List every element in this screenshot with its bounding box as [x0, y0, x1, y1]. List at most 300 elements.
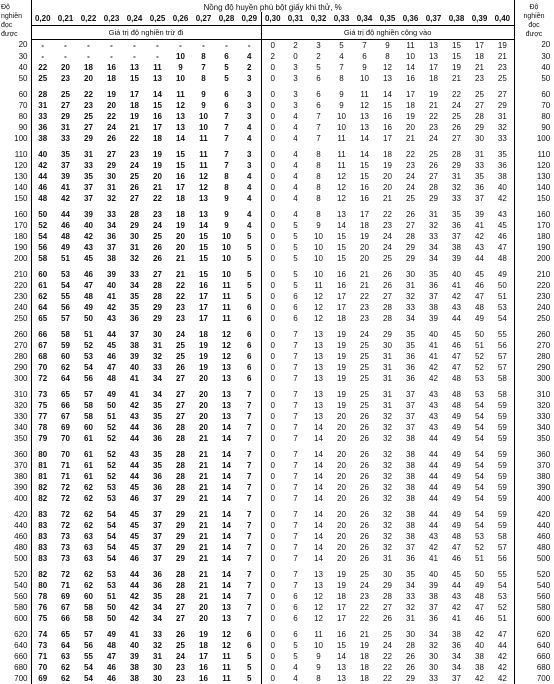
- add-value-cell: 7: [293, 422, 298, 432]
- add-value-cell: 0: [261, 673, 284, 684]
- subtract-value-cell: 61: [84, 433, 93, 443]
- subtract-value-cell: 75: [38, 400, 48, 410]
- add-value-cell: 40: [429, 329, 438, 339]
- table-row: [1, 509, 553, 520]
- right-label-line: nghiền: [523, 13, 545, 20]
- add-value-cell: 19: [337, 373, 346, 383]
- subtract-value-cell: 61: [84, 471, 93, 481]
- add-value-cell: 0: [261, 569, 284, 580]
- table-row: [1, 269, 553, 280]
- subtract-value-cell: 51: [84, 329, 93, 339]
- add-value-cell: 53: [475, 389, 484, 399]
- subtract-value-cell: 82: [38, 482, 48, 492]
- subtract-value-cell: 6: [247, 329, 252, 339]
- add-value-cell: 12: [314, 602, 323, 612]
- fineness-correction-table: [1, 0, 553, 684]
- add-value-cell: 16: [337, 629, 346, 639]
- add-value-cell: 34: [452, 662, 461, 672]
- subtract-value-cell: 36: [107, 231, 116, 241]
- subtract-value-cell: 5: [247, 269, 252, 279]
- add-value-cell: 43: [429, 422, 438, 432]
- subtract-value-cell: 16: [176, 171, 185, 181]
- fineness-read-cell-right: 540: [514, 580, 553, 591]
- concentration-header: 0,34: [353, 12, 376, 25]
- subtract-value-cell: 28: [176, 591, 185, 601]
- add-value-cell: 30: [406, 629, 415, 639]
- add-value-cell: 32: [406, 602, 415, 612]
- subtract-value-cell: 7: [247, 400, 252, 410]
- subtract-value-cell: 28: [130, 209, 139, 219]
- subtract-value-cell: 21: [199, 509, 208, 519]
- subtract-value-cell: 25: [84, 111, 93, 121]
- add-value-cell: 7: [293, 389, 298, 399]
- add-value-cell: 0: [261, 482, 284, 493]
- concentration-header: 0,36: [399, 12, 422, 25]
- add-value-cell: 19: [337, 400, 346, 410]
- subtract-value-cell: 21: [199, 482, 208, 492]
- subtract-value-cell: 11: [176, 89, 185, 99]
- add-value-cell: 7: [293, 569, 298, 579]
- subtract-value-cell: 22: [176, 291, 185, 301]
- subtract-value-cell: 52: [107, 422, 116, 432]
- subtract-value-cell: 62: [84, 509, 93, 519]
- subtract-value-cell: 39: [130, 351, 139, 361]
- concentration-header: 0,33: [330, 12, 353, 25]
- add-value-cell: 20: [337, 553, 346, 563]
- subtract-value-cell: 43: [84, 242, 93, 252]
- fineness-read-cell-right: 480: [514, 542, 553, 553]
- add-value-cell: 6: [293, 613, 298, 623]
- add-value-cell: 0: [261, 640, 284, 651]
- subtract-value-cell: 35: [153, 591, 162, 601]
- subtract-value-cell: 44: [61, 209, 70, 219]
- subtract-value-cell: 58: [84, 602, 93, 612]
- subtract-value-cell: 4: [247, 122, 252, 132]
- subtract-value-cell: 23: [176, 673, 185, 683]
- add-value-cell: 0: [261, 242, 284, 253]
- add-value-cell: 10: [314, 269, 323, 279]
- subtract-value-cell: 20: [61, 62, 70, 72]
- add-value-cell: 2: [293, 40, 298, 50]
- subtract-value-cell: 14: [222, 520, 231, 530]
- add-value-cell: 38: [475, 651, 484, 661]
- subtract-value-cell: 14: [222, 482, 231, 492]
- subtract-value-cell: 11: [222, 291, 231, 301]
- add-value-cell: 12: [360, 100, 369, 110]
- subtract-value-cell: 23: [176, 302, 185, 312]
- add-value-cell: 21: [475, 62, 484, 72]
- subtract-value-cell: 82: [38, 569, 48, 579]
- add-value-cell: 26: [429, 160, 438, 170]
- add-value-cell: 8: [316, 171, 321, 181]
- add-value-cell: 4: [293, 149, 298, 159]
- subtract-value-cell: -: [156, 51, 159, 61]
- table-row: [1, 493, 553, 504]
- subtract-value-cell: 10: [222, 253, 231, 263]
- add-value-cell: 35: [475, 171, 484, 181]
- add-value-cell: 12: [314, 313, 323, 323]
- subtract-value-cell: 23: [84, 100, 93, 110]
- subtract-value-cell: 83: [38, 542, 48, 552]
- add-value-cell: 32: [429, 640, 438, 650]
- add-value-cell: 32: [383, 531, 392, 541]
- table-row: [1, 100, 553, 111]
- add-value-cell: 51: [475, 553, 484, 563]
- fineness-read-cell-right: 160: [514, 209, 553, 220]
- subtract-value-cell: 50: [107, 400, 116, 410]
- add-value-cell: 10: [337, 122, 346, 132]
- subtract-value-cell: 45: [107, 340, 116, 350]
- subtract-value-cell: 73: [38, 640, 48, 650]
- add-value-cell: 4: [293, 133, 298, 143]
- subtract-value-cell: -: [110, 51, 113, 61]
- subtract-value-cell: 21: [130, 122, 139, 132]
- add-value-cell: 14: [360, 149, 369, 159]
- add-value-cell: 49: [475, 313, 484, 323]
- concentration-header: 0,23: [100, 12, 123, 25]
- left-label-line: được: [1, 31, 18, 38]
- subtract-value-cell: 68: [38, 351, 48, 361]
- add-value-cell: 0: [261, 340, 284, 351]
- subtract-value-cell: 60: [84, 422, 93, 432]
- table-row: [1, 242, 553, 253]
- add-value-cell: 6: [293, 602, 298, 612]
- subtract-value-cell: 6: [247, 340, 252, 350]
- subtract-value-cell: 73: [61, 542, 70, 552]
- fineness-read-cell: 620: [1, 629, 31, 640]
- subtract-value-cell: 37: [130, 329, 139, 339]
- add-value-cell: 0: [261, 373, 284, 384]
- table-row: [1, 340, 553, 351]
- add-value-cell: 16: [337, 269, 346, 279]
- add-value-cell: 38: [406, 531, 415, 541]
- subtract-value-cell: 52: [38, 220, 48, 230]
- subtract-value-cell: 63: [61, 651, 70, 661]
- subtract-value-cell: 53: [84, 351, 93, 361]
- subtract-value-cell: 5: [247, 231, 252, 241]
- subtract-value-cell: 71: [61, 460, 70, 470]
- table-row: [1, 280, 553, 291]
- add-value-cell: 18: [429, 73, 438, 83]
- add-value-cell: 0: [261, 291, 284, 302]
- add-value-cell: 32: [429, 220, 438, 230]
- add-label: Giá trị độ nghiền cộng vào: [261, 25, 514, 39]
- subtract-value-cell: 13: [176, 111, 185, 121]
- fineness-read-cell-right: 350: [514, 433, 553, 444]
- subtract-value-cell: 53: [61, 269, 70, 279]
- concentration-header: 0,22: [77, 12, 100, 25]
- add-value-cell: 14: [314, 493, 323, 503]
- subtract-value-cell: 43: [130, 449, 139, 459]
- fineness-read-cell: 40: [1, 62, 31, 73]
- add-value-cell: 42: [475, 629, 484, 639]
- subtract-value-cell: 11: [199, 133, 208, 143]
- add-value-cell: 7: [293, 340, 298, 350]
- add-value-cell: 27: [383, 602, 392, 612]
- table-row: [1, 133, 553, 144]
- add-value-cell: 0: [261, 531, 284, 542]
- add-value-cell: 0: [261, 62, 284, 73]
- add-value-cell: 4: [293, 111, 298, 121]
- add-value-cell: 0: [261, 580, 284, 591]
- subtract-value-cell: 52: [107, 460, 116, 470]
- subtract-value-cell: 29: [176, 493, 185, 503]
- table-row: [1, 531, 553, 542]
- add-value-cell: 8: [316, 160, 321, 170]
- add-value-cell: 51: [497, 613, 507, 623]
- fineness-read-cell: 700: [1, 673, 31, 684]
- fineness-read-cell: 360: [1, 449, 31, 460]
- add-value-cell: 38: [475, 662, 484, 672]
- subtract-value-cell: 17: [199, 651, 208, 661]
- subtract-value-cell: 29: [176, 509, 185, 519]
- add-value-cell: 19: [383, 160, 392, 170]
- left-row-label: [1, 0, 31, 39]
- fineness-read-cell: 220: [1, 280, 31, 291]
- subtract-value-cell: 70: [61, 449, 70, 459]
- subtract-value-cell: 11: [153, 62, 162, 72]
- add-value-cell: 33: [406, 302, 415, 312]
- left-label-line: Độ: [1, 4, 10, 11]
- add-value-cell: 51: [475, 340, 484, 350]
- add-value-cell: 26: [383, 269, 392, 279]
- subtract-value-cell: 34: [153, 602, 162, 612]
- add-value-cell: 17: [383, 133, 392, 143]
- add-value-cell: 13: [337, 209, 346, 219]
- subtract-value-cell: 54: [38, 231, 48, 241]
- subtract-value-cell: 20: [199, 602, 208, 612]
- add-value-cell: 50: [475, 329, 484, 339]
- concentration-header: 0,26: [169, 12, 192, 25]
- table-row: [1, 291, 553, 302]
- add-value-cell: 53: [497, 591, 507, 601]
- add-value-cell: 48: [475, 302, 484, 312]
- add-value-cell: 25: [452, 111, 461, 121]
- subtract-value-cell: 12: [199, 171, 208, 181]
- subtract-value-cell: 17: [199, 291, 208, 301]
- add-value-cell: 42: [452, 291, 461, 301]
- add-value-cell: 6: [293, 313, 298, 323]
- subtract-value-cell: 20: [176, 231, 185, 241]
- subtract-value-cell: 7: [247, 449, 252, 459]
- subtract-value-cell: 20: [199, 411, 208, 421]
- add-value-cell: 22: [383, 662, 392, 672]
- subtract-value-cell: 20: [107, 100, 116, 110]
- add-value-cell: 9: [339, 89, 344, 99]
- concentration-header-row: [1, 12, 553, 25]
- subtract-value-cell: 62: [61, 662, 70, 672]
- subtract-value-cell: 28: [153, 280, 162, 290]
- table-row: [1, 39, 553, 51]
- add-value-cell: 19: [337, 389, 346, 399]
- subtract-value-cell: 4: [247, 193, 252, 203]
- subtract-value-cell: 50: [38, 209, 48, 219]
- add-value-cell: 20: [337, 482, 346, 492]
- fineness-read-cell-right: 20: [514, 39, 553, 51]
- subtract-value-cell: 46: [84, 269, 93, 279]
- add-value-cell: 4: [293, 171, 298, 181]
- subtract-value-cell: 13: [222, 362, 231, 372]
- table-row: [1, 542, 553, 553]
- add-value-cell: 0: [293, 51, 298, 61]
- add-value-cell: 8: [316, 149, 321, 159]
- subtract-value-cell: 55: [84, 651, 93, 661]
- subtract-value-cell: 14: [222, 553, 231, 563]
- subtract-value-cell: 8: [201, 73, 206, 83]
- add-value-cell: 10: [360, 73, 369, 83]
- subtract-value-cell: 21: [199, 471, 208, 481]
- add-value-cell: 6: [293, 591, 298, 601]
- fineness-read-cell: 90: [1, 122, 31, 133]
- add-value-cell: 36: [406, 351, 415, 361]
- add-value-cell: 26: [383, 613, 392, 623]
- add-value-cell: 43: [429, 389, 438, 399]
- subtract-value-cell: 22: [38, 62, 48, 72]
- add-value-cell: 59: [497, 520, 507, 530]
- add-value-cell: 45: [497, 220, 507, 230]
- table-row: [1, 209, 553, 220]
- add-value-cell: 47: [452, 351, 461, 361]
- subtract-value-cell: 20: [199, 389, 208, 399]
- subtract-value-cell: 44: [38, 171, 48, 181]
- subtract-value-cell: 28: [38, 89, 48, 99]
- subtract-value-cell: 64: [38, 302, 48, 312]
- subtract-value-cell: 9: [224, 209, 229, 219]
- subtract-value-cell: 18: [199, 329, 208, 339]
- subtract-value-cell: 32: [153, 351, 162, 361]
- subtract-value-cell: 7: [247, 389, 252, 399]
- fineness-read-cell: 320: [1, 400, 31, 411]
- subtract-value-cell: 3: [247, 149, 252, 159]
- add-value-cell: 59: [497, 422, 507, 432]
- add-value-cell: 23: [497, 62, 507, 72]
- fineness-read-cell-right: 280: [514, 351, 553, 362]
- add-value-cell: 27: [406, 220, 415, 230]
- subtract-value-cell: 7: [224, 160, 229, 170]
- subtract-value-cell: 7: [247, 520, 252, 530]
- subtract-value-cell: 39: [107, 269, 116, 279]
- subtract-value-cell: 4: [247, 133, 252, 143]
- subtract-value-cell: 52: [107, 433, 116, 443]
- subtract-value-cell: 37: [153, 493, 162, 503]
- subtract-value-cell: 13: [176, 122, 185, 132]
- subtract-value-cell: 62: [84, 482, 93, 492]
- subheader-row: [1, 25, 553, 39]
- subtract-value-cell: 27: [176, 613, 185, 623]
- subtract-value-cell: 44: [130, 460, 139, 470]
- add-value-cell: 30: [429, 662, 438, 672]
- fineness-read-cell: 140: [1, 182, 31, 193]
- subtract-value-cell: 58: [38, 253, 48, 263]
- add-value-cell: 25: [429, 149, 438, 159]
- add-value-cell: 27: [452, 133, 461, 143]
- add-value-cell: 0: [261, 329, 284, 340]
- table-row: [1, 602, 553, 613]
- add-value-cell: 49: [475, 580, 484, 590]
- subtract-value-cell: 17: [176, 182, 185, 192]
- table-row: [1, 329, 553, 340]
- subtract-value-cell: 3: [247, 100, 252, 110]
- subtract-value-cell: 72: [61, 482, 70, 492]
- subtract-value-cell: 74: [38, 629, 48, 639]
- subtract-value-cell: 17: [130, 89, 139, 99]
- add-value-cell: 0: [261, 73, 284, 84]
- add-value-cell: 26: [360, 553, 369, 563]
- fineness-read-cell: 200: [1, 253, 31, 264]
- subtract-value-cell: 42: [107, 302, 116, 312]
- fineness-read-cell-right: 360: [514, 449, 553, 460]
- subtract-value-cell: 4: [247, 171, 252, 181]
- subtract-value-cell: 35: [61, 149, 70, 159]
- add-value-cell: 5: [316, 62, 321, 72]
- add-value-cell: 7: [293, 400, 298, 410]
- subtract-value-cell: 63: [84, 553, 93, 563]
- subtract-value-cell: 28: [176, 580, 185, 590]
- subtract-value-cell: 12: [222, 629, 231, 639]
- add-value-cell: 18: [360, 220, 369, 230]
- add-value-cell: 23: [360, 302, 369, 312]
- fineness-read-cell: 130: [1, 171, 31, 182]
- add-value-cell: 42: [497, 651, 507, 661]
- add-value-cell: 47: [452, 362, 461, 372]
- fineness-read-cell: 110: [1, 149, 31, 160]
- subtract-value-cell: 66: [61, 613, 70, 623]
- subtract-value-cell: 62: [84, 569, 93, 579]
- subtract-value-cell: 4: [247, 182, 252, 192]
- subtract-value-cell: 24: [153, 220, 162, 230]
- add-value-cell: 7: [293, 531, 298, 541]
- add-value-cell: 13: [314, 362, 323, 372]
- add-value-cell: 54: [475, 449, 484, 459]
- add-value-cell: 54: [475, 509, 484, 519]
- subtract-value-cell: 69: [61, 591, 70, 601]
- subtract-value-cell: 26: [176, 629, 185, 639]
- subtract-value-cell: 42: [130, 613, 139, 623]
- fineness-read-cell-right: 290: [514, 362, 553, 373]
- add-value-cell: 0: [261, 389, 284, 400]
- add-value-cell: 21: [452, 73, 461, 83]
- fineness-read-cell-right: 210: [514, 269, 553, 280]
- subtract-value-cell: 10: [222, 269, 231, 279]
- subtract-value-cell: 13: [130, 62, 139, 72]
- add-value-cell: 0: [261, 509, 284, 520]
- subtract-value-cell: 14: [199, 220, 208, 230]
- subtract-value-cell: 51: [61, 253, 70, 263]
- subtract-value-cell: 29: [153, 313, 162, 323]
- subtract-value-cell: 46: [38, 182, 48, 192]
- fineness-read-cell-right: 380: [514, 471, 553, 482]
- add-value-cell: 45: [452, 569, 461, 579]
- add-value-cell: 34: [429, 253, 438, 263]
- add-value-cell: 26: [406, 662, 415, 672]
- add-value-cell: 24: [452, 100, 461, 110]
- add-value-cell: 5: [293, 231, 298, 241]
- subtract-value-cell: 14: [176, 133, 185, 143]
- add-value-cell: 4: [293, 182, 298, 192]
- fineness-read-cell-right: 30: [514, 51, 553, 62]
- add-value-cell: 12: [314, 591, 323, 601]
- add-value-cell: 43: [429, 411, 438, 421]
- fineness-read-cell-right: 420: [514, 509, 553, 520]
- subtract-value-cell: 9: [201, 100, 206, 110]
- add-value-cell: 30: [383, 340, 392, 350]
- add-value-cell: 35: [406, 569, 415, 579]
- add-value-cell: 41: [429, 351, 438, 361]
- subtract-value-cell: 10: [176, 73, 185, 83]
- add-value-cell: 26: [360, 433, 369, 443]
- subtract-value-cell: 21: [176, 253, 185, 263]
- subtract-value-cell: 20: [199, 400, 208, 410]
